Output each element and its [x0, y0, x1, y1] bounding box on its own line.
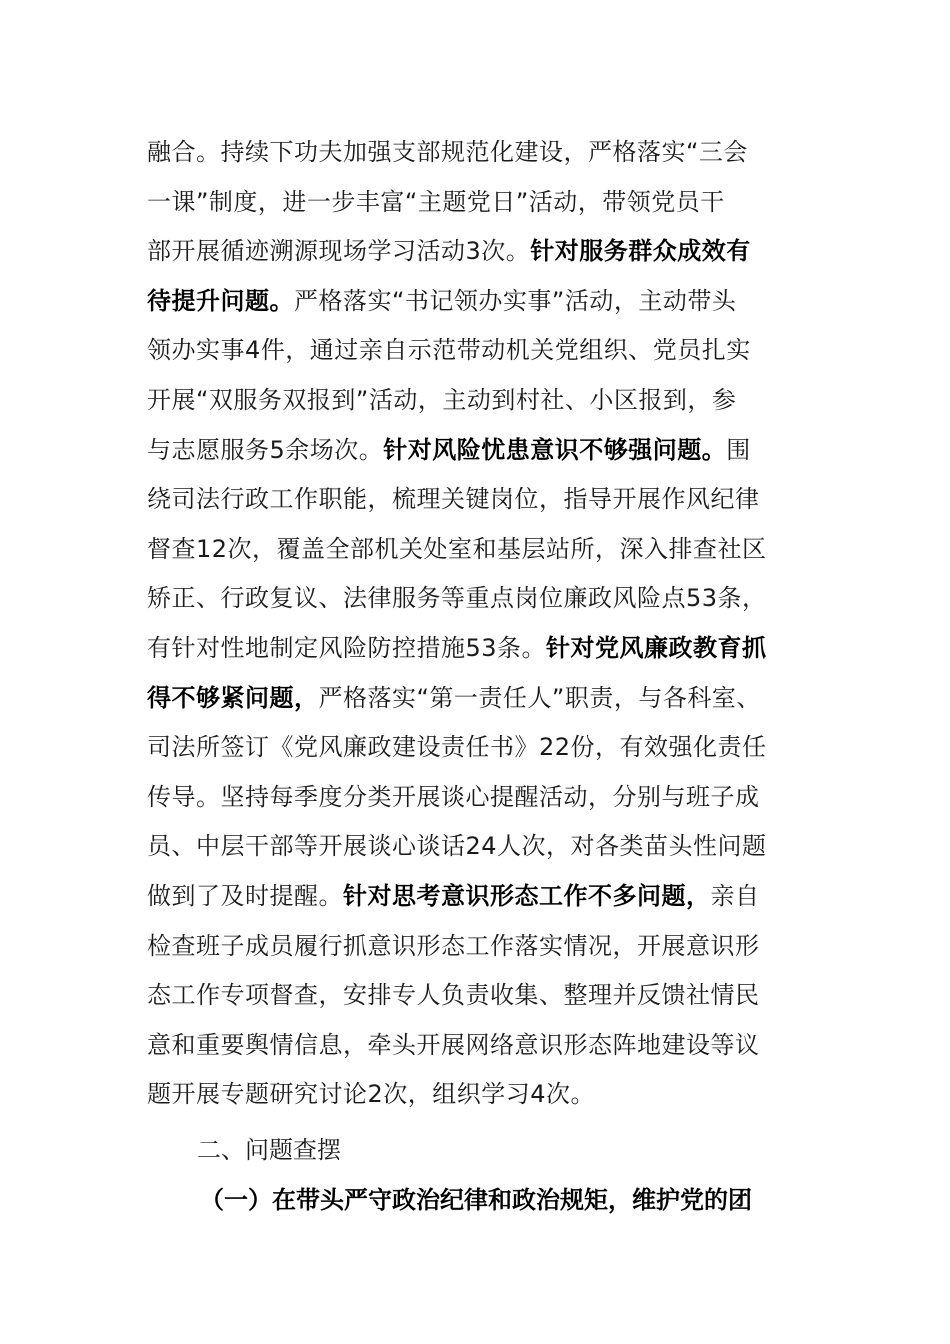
text-line — [147, 975, 760, 1015]
text-line — [147, 281, 736, 321]
text-segment: 传导。坚持每季度分类开展谈心提醒活动，分别与班子成 — [147, 783, 760, 811]
text-line — [147, 330, 751, 370]
text-segment: 做到了及时提醒。 — [147, 882, 343, 910]
text-segment: 严格落实“书记领办实事”活动，主动带头 — [294, 287, 737, 315]
text-segment: 一课”制度，进一步丰富“主题党日”活动，带领党员干 — [147, 188, 725, 216]
section-heading: 二、问题查摆 — [197, 1136, 341, 1164]
subsection-heading: （一）在带头严守政治纪律和政治规矩，维护党的团 — [200, 1186, 752, 1214]
text-segment: 矫正、行政复议、法律服务等重点岗位廉政风险点53条， — [147, 584, 767, 612]
text-segment: 亲自 — [710, 882, 760, 910]
text-segment: 领办实事4件，通过亲自示范带动机关党组织、党员扎实 — [147, 336, 751, 364]
text-segment: 检查班子成员履行抓意识形态工作落实情况，开展意识形 — [147, 932, 760, 960]
bold-text-segment: 针对思考意识形态工作不多问题， — [343, 882, 711, 910]
text-line — [147, 529, 767, 569]
bold-text-segment: 针对服务群众成效有 — [530, 237, 751, 265]
text-segment: 督查12次，覆盖全部机关处室和基层站所，深入排查社区 — [147, 535, 767, 563]
text-line — [147, 231, 751, 271]
text-segment: 态工作专项督查，安排专人负责收集、整理并反馈社情民 — [147, 981, 760, 1009]
text-segment: 绕司法行政工作职能，梳理关键岗位，指导开展作风纪律 — [147, 485, 760, 513]
text-segment: 开展“双服务双报到”活动，主动到村社、小区报到，参 — [147, 386, 737, 414]
text-line — [147, 727, 767, 767]
text-segment: 围 — [726, 436, 751, 464]
bold-text-segment: 得不够紧问题， — [147, 684, 319, 712]
text-line — [147, 1025, 760, 1065]
text-line — [147, 628, 767, 668]
text-line — [147, 777, 760, 817]
text-line — [147, 479, 760, 519]
text-line — [147, 926, 760, 966]
text-segment: 融合。持续下功夫加强支部规范化建设，严格落实“三会 — [147, 138, 748, 166]
bold-text-segment: 待提升问题。 — [147, 287, 294, 315]
text-segment: 员、中层干部等开展谈心谈话24人次，对各类苗头性问题 — [147, 832, 767, 860]
text-segment: 司法所签订《党风廉政建设责任书》22份，有效强化责任 — [147, 733, 767, 761]
text-line — [147, 678, 761, 718]
text-segment: 题开展专题研究讨论2次，组织学习4次。 — [147, 1080, 596, 1108]
text-line — [147, 182, 725, 222]
bold-text-segment: 针对风险忧患意识不够强问题。 — [383, 436, 727, 464]
text-line — [147, 826, 767, 866]
text-segment: 意和重要舆情信息，牵头开展网络意识形态阵地建设等议 — [147, 1031, 760, 1059]
text-line — [147, 380, 736, 420]
text-segment: 严格落实“第一责任人”职责，与各科室、 — [318, 684, 761, 712]
text-line — [147, 430, 751, 470]
text-line — [147, 1074, 595, 1114]
text-segment: 与志愿服务5余场次。 — [147, 436, 384, 464]
text-line — [147, 876, 760, 916]
text-segment: 部开展循迹溯源现场学习活动3次。 — [147, 237, 531, 265]
bold-text-segment: 针对党风廉政教育抓 — [546, 634, 767, 662]
text-segment: 有针对性地制定风险防控措施53条。 — [147, 634, 547, 662]
text-line — [147, 578, 767, 618]
text-line — [147, 132, 748, 172]
